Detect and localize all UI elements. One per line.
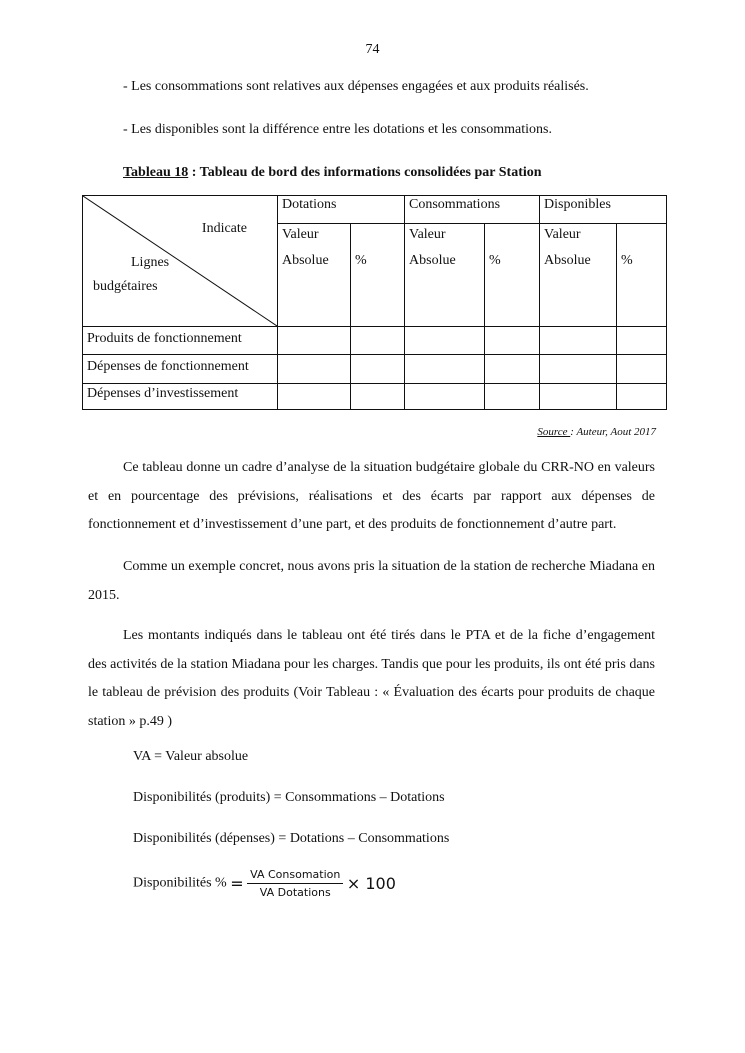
subheader-disponibles-valeur: Valeur Absolue: [540, 224, 617, 327]
paragraph-exemple: Comme un exemple concret, nous avons pris la situation de la station de recherche Miadana en 2015.: [88, 559, 655, 603]
subheader-consommations-valeur: Valeur Absolue: [405, 224, 485, 327]
formula-va: VA = Valeur absolue: [133, 749, 249, 764]
row-label: Dépenses de fonctionnement: [83, 355, 278, 384]
formula-disponibilites-depenses: Disponibilités (dépenses) = Dotations – Consommations: [133, 831, 450, 846]
subheader-disponibles-pct: %: [617, 224, 667, 327]
corner-diagonal: [83, 196, 277, 326]
formula-denominator: VA Dotations: [259, 886, 331, 899]
source-text: : Auteur, Aout 2017: [570, 426, 656, 438]
formula-equals: =: [230, 874, 244, 893]
intro-line-disponibles: - Les disponibles sont la différence entre les dotations et les consommations.: [123, 122, 552, 137]
paragraph-montants: Les montants indiqués dans le tableau ont été tirés dans le PTA et de la fiche d’engagement des activités de la station Miadana pour les charges. Tandis que pour les produits, ils ont été pris dans le tableau de prévision des produits (Voir Tableau : « Évaluation des écarts pour produits de chaque station » p.49 ): [88, 628, 655, 729]
paragraph-analyse: Ce tableau donne un cadre d’analyse de la situation budgétaire globale du CRR-NO en valeurs et en pourcentage des prévisions, réalisations et des écarts par rapport aux dépenses de fonctionnement et d’investissement d’une part, et des produits de fonctionnement d’autre part.: [88, 460, 655, 532]
corner-label-lignes: Lignes: [131, 255, 170, 270]
header-dotations: Dotations: [278, 196, 405, 224]
header-consommations: Consommations: [405, 196, 540, 224]
table-corner-cell: [83, 196, 278, 327]
formula-times-100: × 100: [346, 874, 396, 893]
subheader-dotations-valeur: Valeur Absolue: [278, 224, 351, 327]
subheader-dotations-pct: %: [351, 224, 405, 327]
table-row: [83, 384, 667, 410]
corner-label-budgetaires: budgétaires: [93, 279, 158, 294]
formula-disponibilites-pct: [133, 868, 396, 899]
row-label: Dépenses d’investissement: [83, 384, 278, 410]
header-disponibles: Disponibles: [540, 196, 667, 224]
formula-disponibilites-produits: Disponibilités (produits) = Consommations – Dotations: [133, 790, 445, 805]
formula-numerator: VA Consomation: [247, 868, 343, 884]
table-caption: [123, 165, 542, 181]
corner-label-indicateurs: Indicate: [201, 221, 247, 236]
table-caption-title: : Tableau de bord des informations consolidées par Station: [188, 165, 542, 180]
intro-line-consommations: - Les consommations sont relatives aux dépenses engagées et aux produits réalisés.: [123, 79, 589, 94]
page-number: 74: [365, 42, 380, 57]
table-source: [537, 426, 656, 438]
table-caption-label: Tableau 18: [123, 165, 189, 180]
formula-fraction: [247, 868, 343, 899]
dashboard-table: [82, 195, 667, 410]
table-row: [83, 327, 667, 355]
row-label: Produits de fonctionnement: [83, 327, 278, 355]
formula-pct-label: Disponibilités %: [133, 875, 231, 891]
subheader-consommations-pct: %: [485, 224, 540, 327]
table-row: [83, 355, 667, 384]
source-label: Source: [537, 426, 571, 438]
